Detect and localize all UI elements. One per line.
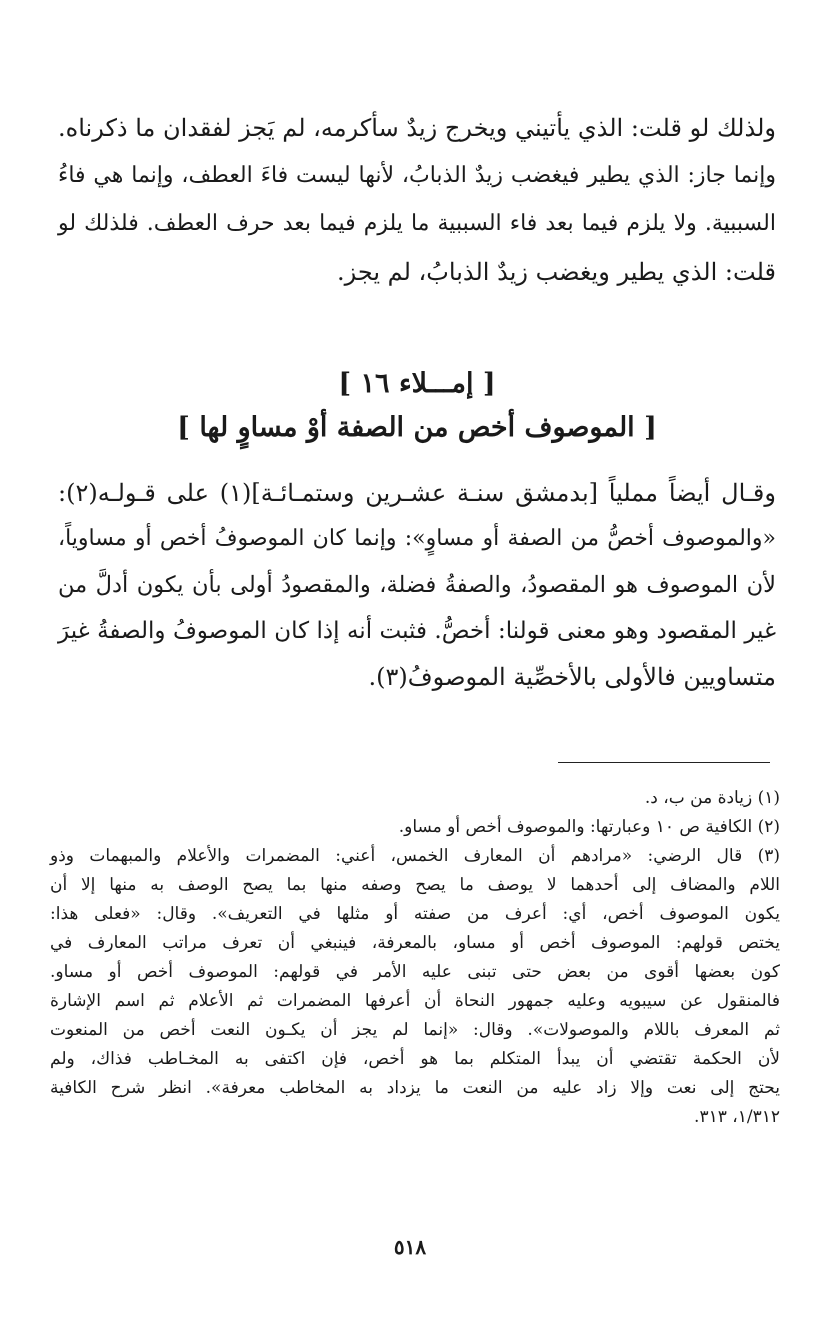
section-title: [ الموصوف أخص من الصفة أوْ مساوٍ لها ] bbox=[177, 412, 657, 443]
main-paragraph bbox=[58, 470, 776, 700]
intro-line-2: وإنما جاز: الذي يطير فيغضب زيدٌ الذبابُ، لأنها ليست فاءَ العطف، وإنما هي فاءُ bbox=[58, 163, 776, 188]
page-number: ٥١٨ bbox=[393, 1235, 427, 1259]
footnote-3-line-8: لأن الحكمة تقتضي أن يبدأ المتكلم بما هو أخص، فإن اكتفى به المخـاطب فذاك، ولم bbox=[50, 1049, 780, 1069]
intro-paragraph bbox=[58, 104, 776, 296]
main-line-2: «والموصوف أخصُّ من الصفة أو مساوٍ»: وإنما كان الموصوفُ أخص أو مساوياً، bbox=[58, 526, 776, 551]
footnote-3-line-9: يحتج إلى نعت وإلا زاد عليه من النعت ما يزداد به المخاطب معرفة». انظر شرح الكافية bbox=[50, 1078, 780, 1098]
intro-line-3: السببية. ولا يلزم فيما بعد فاء السببية ما يلزم فيما بعد حرف العطف. فلذلك لو bbox=[58, 211, 776, 236]
footnote-separator bbox=[558, 762, 770, 763]
footnote-3-line-7: ثم المعرف باللام والموصولات». وقال: «إنما لم يجز أن يكـون النعت أخص من المنعوت bbox=[50, 1020, 780, 1040]
footnote-1: (١) زيادة من ب، د. bbox=[644, 788, 780, 808]
intro-line-4: قلت: الذي يطير ويغضب زيدٌ الذبابُ، لم يجز. bbox=[336, 258, 776, 286]
main-line-4: غير المقصود وهو معنى قولنا: أخصُّ. فثبت أنه إذا كان الموصوفُ والصفةُ غيرَ bbox=[58, 618, 776, 644]
footnote-3-line-2: اللام والمضاف إلى أحدهما لا يوصف ما يصح وصفه منها بما يصح الوصف به منها إلا أن bbox=[50, 875, 780, 895]
section-heading bbox=[58, 362, 776, 450]
footnote-3-line-4: يختص قولهم: الموصوف أخص أو مساو، بالمعرفة، فينبغي أن تعرف مراتب المعارف في bbox=[50, 933, 780, 953]
main-line-5: متساويين فالأولى بالأخصِّية الموصوفُ(٣). bbox=[368, 663, 776, 691]
imla-number-heading: [ إمـــلاء ١٦ ] bbox=[338, 368, 496, 399]
main-line-1: وقـال أيضاً مملياً [بدمشق سنـة عشـرين وستمـائـة](١) على قـولـه(٢): bbox=[58, 479, 776, 507]
footnote-2: (٢) الكافية ص ١٠ وعبارتها: والموصوف أخص أو مساو. bbox=[398, 817, 780, 837]
footnote-3-line-3: يكون الموصوف أخص، أي: أعرف من صفته أو مثلها في التعريف». وقال: «فعلى هذا: bbox=[50, 904, 780, 924]
main-line-3: لأن الموصوف هو المقصودُ، والصفةُ فضلة، والمقصودُ أولى بأن يكون أدلَّ من bbox=[58, 572, 776, 598]
footnote-3-line-6: فالمنقول عن سيبويه وعليه جمهور النحاة أن أعرفها المضمرات ثم الأعلام ثم اسم الإشارة bbox=[50, 991, 780, 1011]
footnotes bbox=[50, 784, 780, 1132]
footnote-3-line-5: كون بعضها أقوى من بعض حتى تبنى عليه الأمر في قولهم: الموصوف أخص أو مساو. bbox=[50, 962, 780, 982]
intro-line-1: ولذلك لو قلت: الذي يأتيني ويخرج زيدٌ سأكرمه، لم يَجز لفقدان ما ذكرناه. bbox=[58, 114, 776, 142]
footnote-3-line-1: (٣) قال الرضي: «مرادهم أن المعارف الخمس، أعني: المضمرات والأعلام والمبهمات وذو bbox=[50, 846, 780, 866]
footnote-3-line-10: ١/٣١٢، ٣١٣. bbox=[694, 1107, 780, 1127]
